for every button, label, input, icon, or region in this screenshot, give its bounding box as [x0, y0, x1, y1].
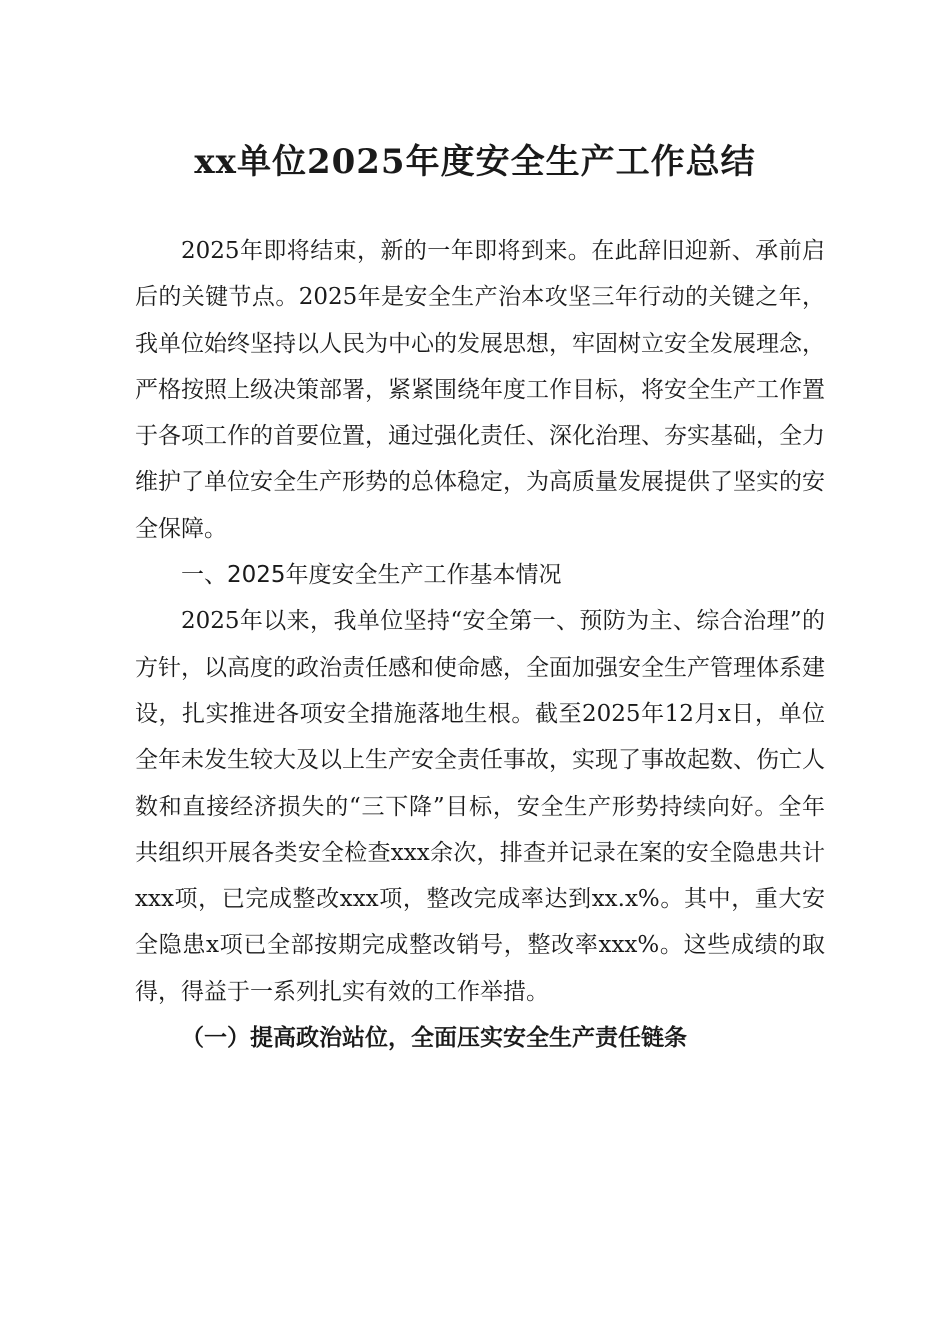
section-heading: 一、2025年度安全生产工作基本情况	[181, 562, 562, 589]
document-body	[135, 228, 825, 1061]
document-title: xx单位2025年度安全生产工作总结	[194, 142, 756, 182]
section-paragraph: 2025年以来，我单位坚持“安全第一、预防为主、综合治理”的方针，以高度的政治责任感和使命感，全面加强安全生产管理体系建设，扎实推进各项安全措施落地生根。截至2025年12月x日，单位全年未发生较大及以上生产安全责任事故，实现了事故起数、伤亡人数和直接经济损失的“三下降”目标，安全生产形势持续向好。全年共组织开展各类安全检查xxx余次，排查并记录在案的安全隐患共计xxx项，已完成整改xxx项，整改完成率达到xx.x%。其中，重大安全隐患x项已全部按期完成整改销号，整改率xxx%。这些成绩的取得，得益于一系列扎实有效的工作举措。	[135, 608, 825, 1005]
intro-paragraph: 2025年即将结束，新的一年即将到来。在此辞旧迎新、承前启后的关键节点。2025年是安全生产治本攻坚三年行动的关键之年，我单位始终坚持以人民为中心的发展思想，牢固树立安全发展理念，严格按照上级决策部署，紧紧围绕年度工作目标，将安全生产工作置于各项工作的首要位置，通过强化责任、深化治理、夯实基础，全力维护了单位安全生产形势的总体稳定，为高质量发展提供了坚实的安全保障。	[135, 238, 825, 542]
subsection-heading: （一）提高政治站位，全面压实安全生产责任链条	[181, 1024, 687, 1052]
